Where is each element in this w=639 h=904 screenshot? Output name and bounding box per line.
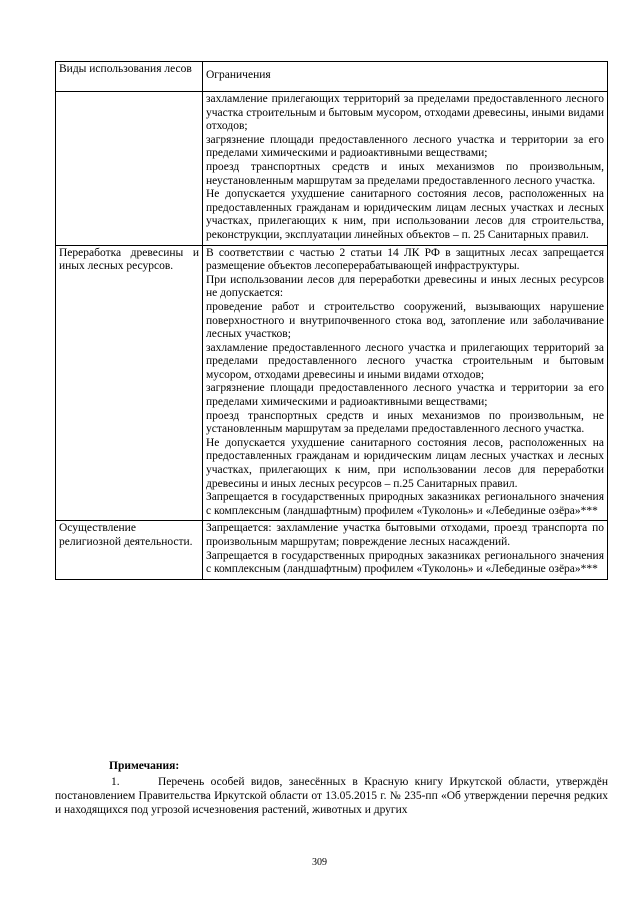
row-restrictions-cell xyxy=(203,245,608,521)
restriction-paragraph: Не допускается ухудшение санитарного состояния лесов, расположенных на предоставленных гражданам и юридическим лицам лесных участках и лесных участках, прилегающих к ним, при использовании лесов для строительства, реконструкции, эксплуатации линейных объектов – п. 25 Санитарных правил. xyxy=(206,188,604,241)
forest-use-type-text: Осуществление религиозной деятельности. xyxy=(59,522,193,548)
restriction-paragraph: В соответствии с частью 2 статьи 14 ЛК РФ в защитных лесах запрещается размещение объектов лесоперерабатывающей инфраструктуры. xyxy=(206,246,604,273)
notes-title: Примечания: xyxy=(109,760,180,772)
restriction-paragraph: захламление прилегающих территорий за пределами предоставленного лесного участка строительным и бытовым мусором, отходами древесины, иными видами отходов; xyxy=(206,93,604,133)
table-row xyxy=(56,245,608,521)
column-header-forest-use-types: Виды использования лесов xyxy=(56,62,203,92)
table-row xyxy=(56,92,608,246)
note-item: 1. Перечень особей видов, занесённых в Красную книгу Иркутской области, утверждён постановлением Правительства Иркутской области от 13.05.2015 г. № 235-пп «Об утверждении перечня редких и находящихся под угрозой исчезновения растений, животных и других xyxy=(55,775,608,817)
restriction-paragraph: Запрещается в государственных природных заказниках регионального значения с комплексным (ландшафтным) профилем «Туколонь» и «Лебединые озёра»*** xyxy=(206,491,604,517)
restriction-paragraph: загрязнение площади предоставленного лесного участка и территории за его пределами химическими и радиоактивными веществами; xyxy=(206,133,604,160)
page-number: 309 xyxy=(312,857,327,868)
column-header-restrictions: Ограничения xyxy=(203,62,608,92)
row-forest-use-type xyxy=(56,92,203,246)
table-header-row xyxy=(56,62,608,92)
restriction-paragraph: Запрещается: захламление участка бытовыми отходами, проезд транспорта по произвольным маршрутам; повреждение лесных насаждений. xyxy=(206,522,604,548)
restriction-paragraph: При использовании лесов для переработки древесины и иных лесных ресурсов не допускается: xyxy=(206,273,604,300)
restriction-paragraph: проведение работ и строительство сооружений, вызывающих нарушение поверхностного и внутрипочвенного стока вод, затопление или заболачивание лесных участков; xyxy=(206,300,604,341)
restrictions-table xyxy=(55,61,608,580)
row-restrictions-cell xyxy=(203,521,608,579)
notes-section xyxy=(55,760,608,818)
restriction-paragraph: проезд транспортных средств и иных механизмов по произвольным, неустановленным маршрутам за пределами предоставленного лесного участка. xyxy=(206,160,604,187)
table-row xyxy=(56,521,608,579)
row-forest-use-type xyxy=(56,521,203,579)
restriction-paragraph: Запрещается в государственных природных заказниках регионального значения с комплексным (ландшафтным) профилем «Туколонь» и «Лебединые озёра»*** xyxy=(206,549,604,576)
row-forest-use-type xyxy=(56,245,203,521)
restriction-paragraph: загрязнение площади предоставленного лесного участка и территории за его пределами химическими и радиоактивными веществами; xyxy=(206,382,604,409)
restriction-paragraph: захламление предоставленного лесного участка и прилегающих территорий за пределами предоставленного лесного участка строительным и бытовым мусором, отходами древесины и иными видами отходов; xyxy=(206,341,604,381)
row-restrictions-cell xyxy=(203,92,608,246)
forest-use-type-text: Переработка древесины и иных лесных ресурсов. xyxy=(59,246,199,273)
restriction-paragraph: проезд транспортных средств и иных механизмов по произвольным, не установленным маршрутам за пределами предоставленного лесного участка. xyxy=(206,409,604,436)
restriction-paragraph: Не допускается ухудшение санитарного состояния лесов, расположенных на предоставленных гражданам и юридическим лицам лесных участках и лесных участках, прилегающих к ним, при использовании лесов для переработки древесины и иных лесных ресурсов – п.25 Санитарных правил. xyxy=(206,436,604,490)
